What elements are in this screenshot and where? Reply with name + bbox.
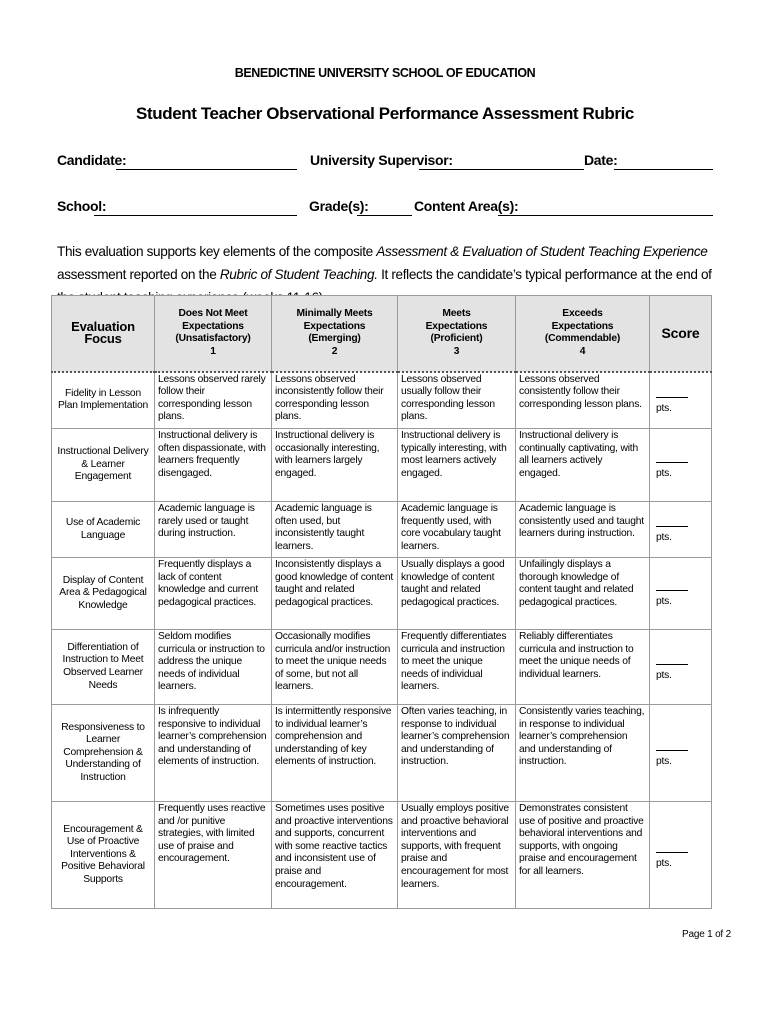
level-4-cell: Academic language is consistently used and taught learners during instruction. <box>516 502 650 558</box>
intro-text-3: It reflects the candidate’s typical performance at the end of <box>381 267 712 282</box>
date-field[interactable] <box>614 169 713 170</box>
level-2-cell: Academic language is often used, but inconsistently taught learners. <box>272 502 398 558</box>
level-2-line3: (Emerging) <box>308 333 361 345</box>
institution-heading: BENEDICTINE UNIVERSITY SCHOOL OF EDUCATION <box>234 66 536 80</box>
level-1-cell: Academic language is rarely used or taught during instruction. <box>155 502 272 558</box>
level-3-cell: Academic language is frequently used, with core vocabulary taught learners. <box>398 502 516 558</box>
level-2-cell: Instructional delivery is occasionally interesting, with learners largely engaged. <box>272 429 398 502</box>
content-area-field[interactable] <box>498 215 713 216</box>
level-2-line1: Minimally Meets <box>296 308 373 320</box>
score-input[interactable] <box>656 652 688 665</box>
level-4-cell: Instructional delivery is continually captivating, with all learners actively engaged. <box>516 429 650 502</box>
pts-label: pts. <box>656 532 672 543</box>
page-number: Page 1 of 2 <box>682 929 731 940</box>
level-1-line1: Does Not Meet <box>178 308 248 320</box>
pts-label: pts. <box>656 402 672 414</box>
focus-cell: Encouragement & Use of Proactive Interventions & Positive Behavioral Supports <box>52 802 155 909</box>
level-1-cell: Is infrequently responsive to individual learner’s comprehension and understanding of elements of instruction. <box>155 705 272 802</box>
table-row <box>52 705 712 802</box>
content-area-label: Content Area(s): <box>414 198 519 214</box>
table-row <box>52 630 712 705</box>
score-cell <box>650 429 712 502</box>
level-4-line1: Exceeds <box>562 308 603 320</box>
level-4-header <box>516 296 650 372</box>
supervisor-field[interactable] <box>419 169 584 170</box>
level-3-line3: (Proficient) <box>430 333 483 345</box>
table-row <box>52 429 712 502</box>
score-input[interactable] <box>656 840 688 853</box>
score-input[interactable] <box>656 385 688 398</box>
level-3-number: 3 <box>453 345 460 357</box>
level-4-cell: Reliably differentiates curricula and instruction to meet the unique needs of individual learners. <box>516 630 650 705</box>
level-2-cell: Occasionally modifies curricula and/or instruction to meet the unique needs of some, but not all learners. <box>272 630 398 705</box>
pts-label: pts. <box>656 596 672 607</box>
candidate-label: Candidate: <box>57 152 127 168</box>
level-1-header <box>155 296 272 372</box>
table-row <box>52 802 712 909</box>
level-2-number: 2 <box>331 345 338 357</box>
level-2-line2: Expectations <box>303 320 366 332</box>
focus-cell: Fidelity in Lesson Plan Implementation <box>52 372 155 429</box>
level-4-cell: Demonstrates consistent use of positive and proactive behavioral interventions and supports, with ongoing praise and encouragement for all learners. <box>516 802 650 909</box>
score-input[interactable] <box>656 450 688 463</box>
level-4-line2: Expectations <box>551 320 614 332</box>
level-2-cell: Inconsistently displays a good knowledge of content taught and related pedagogical practices. <box>272 558 398 630</box>
level-4-cell: Lessons observed consistently follow their corresponding lesson plans. <box>516 372 650 429</box>
focus-cell: Display of Content Area & Pedagogical Knowledge <box>52 558 155 630</box>
focus-cell: Use of Academic Language <box>52 502 155 558</box>
supervisor-label: University Supervisor: <box>310 152 453 168</box>
level-2-cell: Lessons observed inconsistently follow their corresponding lesson plans. <box>272 372 398 429</box>
intro-italic-2: Rubric of Student Teaching. <box>219 267 378 282</box>
score-cell <box>650 502 712 558</box>
level-1-cell: Frequently displays a lack of content knowledge and current pedagogical practices. <box>155 558 272 630</box>
pts-label: pts. <box>656 857 672 869</box>
level-1-cell: Lessons observed rarely follow their corresponding lesson plans. <box>155 372 272 429</box>
level-1-cell: Frequently uses reactive and /or punitive strategies, with limited use of praise and encouragement. <box>155 802 272 909</box>
level-1-cell: Seldom modifies curricula or instruction to address the unique needs of individual learners. <box>155 630 272 705</box>
level-4-cell: Consistently varies teaching, in response to individual learner’s comprehension and understanding of instruction. <box>516 705 650 802</box>
focus-cell: Responsiveness to Learner Comprehension & Understanding of Instruction <box>52 705 155 802</box>
score-cell <box>650 558 712 630</box>
focus-cell: Instructional Delivery & Learner Engagement <box>52 429 155 502</box>
level-1-cell: Instructional delivery is often dispassionate, with learners frequently disengaged. <box>155 429 272 502</box>
grades-label: Grade(s): <box>309 198 369 214</box>
level-3-cell: Often varies teaching, in response to individual learner’s comprehension and understanding of instruction. <box>398 705 516 802</box>
score-input[interactable] <box>656 578 688 591</box>
level-3-cell: Lessons observed usually follow their corresponding lesson plans. <box>398 372 516 429</box>
score-cell <box>650 705 712 802</box>
candidate-field[interactable] <box>116 169 297 170</box>
school-label: School: <box>57 198 107 214</box>
focus-cell: Differentiation of Instruction to Meet Observed Learner Needs <box>52 630 155 705</box>
level-1-number: 1 <box>210 345 216 357</box>
pts-label: pts. <box>656 755 672 767</box>
table-row <box>52 502 712 558</box>
level-3-cell: Usually displays a good knowledge of content taught and related pedagogical practices. <box>398 558 516 630</box>
level-2-cell: Is intermittently responsive to individual learner’s comprehension and understanding of key elements of instruction. <box>272 705 398 802</box>
document-title: Student Teacher Observational Performance Assessment Rubric <box>136 104 634 123</box>
level-4-number: 4 <box>579 345 586 357</box>
score-input[interactable] <box>656 738 688 751</box>
level-1-line2: Expectations <box>182 320 244 332</box>
score-cell <box>650 630 712 705</box>
level-3-cell: Instructional delivery is typically interesting, with most learners actively engaged. <box>398 429 516 502</box>
level-2-cell: Sometimes uses positive and proactive interventions and supports, concurrent with some reactive tactics and inconsistent use of praise and encouragement. <box>272 802 398 909</box>
evaluation-focus-header: Evaluation Focus <box>52 296 155 372</box>
level-2-header <box>272 296 398 372</box>
score-cell <box>650 802 712 909</box>
intro-text-1: This evaluation supports key elements of the composite <box>57 244 377 259</box>
level-4-cell: Unfailingly displays a thorough knowledge of content taught and related pedagogical practices. <box>516 558 650 630</box>
pts-label: pts. <box>656 669 672 681</box>
rubric-table <box>51 295 712 909</box>
level-1-line3: (Unsatisfactory) <box>175 333 251 345</box>
level-3-line2: Expectations <box>425 320 488 332</box>
table-row <box>52 558 712 630</box>
intro-italic-1: Assessment & Evaluation of Student Teaching Experience <box>376 244 708 259</box>
grades-field[interactable] <box>357 215 412 216</box>
level-3-line1: Meets <box>442 308 471 320</box>
pts-label: pts. <box>656 467 672 479</box>
level-4-line3: (Commendable) <box>544 333 621 345</box>
intro-text-2: assessment reported on the <box>57 267 220 282</box>
level-3-header <box>398 296 516 372</box>
table-row <box>52 372 712 429</box>
rubric-header-row <box>52 296 712 372</box>
score-header: Score <box>650 296 712 372</box>
school-field[interactable] <box>94 215 297 216</box>
level-3-cell: Frequently differentiates curricula and instruction to meet the unique needs of individual learners. <box>398 630 516 705</box>
level-3-cell: Usually employs positive and proactive behavioral interventions and supports, with frequent praise and encouragement for most learners. <box>398 802 516 909</box>
date-label: Date: <box>584 152 618 168</box>
score-cell <box>650 372 712 429</box>
score-input[interactable] <box>656 514 688 527</box>
